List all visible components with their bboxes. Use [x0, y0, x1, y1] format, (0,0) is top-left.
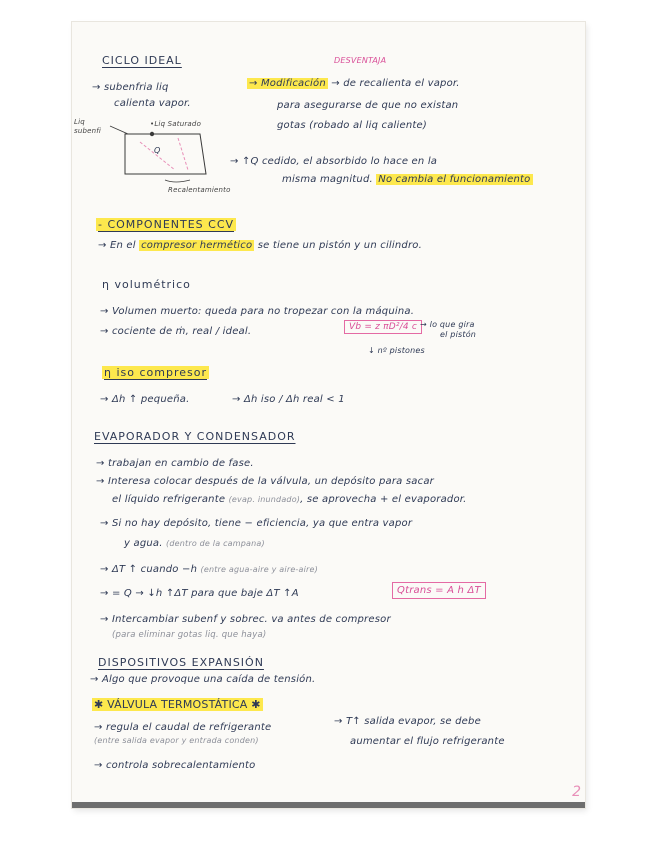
evap-line1: → trabajan en cambio de fase. — [96, 458, 254, 469]
modificacion-line — [247, 78, 460, 89]
section-title-componentes — [96, 218, 236, 231]
volumetrico-line1: → Volumen muerto: queda para no tropezar con la máquina. — [100, 306, 415, 317]
volumetrico-line2: → cociente de ṁ, real / ideal. — [100, 326, 252, 337]
section-title-isocompresor — [102, 366, 209, 379]
valvula-line1: → regula el caudal de refrigerante — [94, 722, 272, 733]
volumetrico-formula: Vb = z πD²/4 c — [344, 320, 422, 334]
evap-line5b: (dentro de la campana) — [166, 539, 265, 548]
evap-formula-box: Qtrans = A h ΔT — [392, 582, 486, 599]
label-liq-saturado: •Liq Saturado — [150, 120, 202, 128]
evap-line4: → Si no hay depósito, tiene − eficiencia, ya que entra vapor — [100, 518, 413, 529]
notebook-page — [72, 22, 585, 808]
section-title-dispositivos: DISPOSITIVOS EXPANSIÓN — [98, 656, 264, 669]
q-line2b: No cambia el funcionamiento — [378, 174, 531, 185]
evap-line3b: (evap. inundado) — [228, 495, 301, 504]
valvula-line3: → controla sobrecalentamiento — [94, 760, 256, 771]
saturated-point — [150, 132, 154, 136]
evap-line7: → = Q → ↓h ↑ΔT para que baje ΔT ↑A — [100, 588, 299, 599]
page-bottom-edge — [72, 802, 585, 808]
valvula-title-text: ✱ VÁLVULA TERMOSTÁTICA ✱ — [94, 698, 261, 711]
evap-line5a: y agua. — [124, 538, 166, 549]
modificacion-line3: gotas (robado al liq caliente) — [277, 120, 427, 131]
valvula-right2: aumentar el flujo refrigerante — [350, 736, 505, 747]
q-line2a: misma magnitud. — [282, 174, 373, 185]
q-line2 — [282, 174, 533, 185]
componentes-line1a: → En el — [98, 240, 140, 251]
label-recalentamiento: Recalentamiento — [168, 186, 231, 194]
evap-line9: (para eliminar gotas liq. que haya) — [112, 630, 267, 640]
evap-line6b: (entre agua-aire y aire-aire) — [200, 565, 318, 574]
formula-right1: → lo que gira — [420, 320, 475, 329]
section-title-volumetrico: η volumétrico — [102, 278, 191, 291]
valvula-line2: (entre salida evapor y entrada conden) — [94, 736, 259, 745]
componentes-title-text: - COMPONENTES CCV — [98, 218, 235, 231]
label-q: Q — [154, 146, 161, 155]
componentes-line1 — [98, 240, 422, 251]
diagram-pointer-line — [110, 126, 128, 134]
modificacion-highlight: → Modificación — [249, 78, 326, 89]
evap-line5 — [124, 538, 265, 549]
desventaja-label: DESVENTAJA — [334, 56, 387, 65]
componentes-line1c: se tiene un pistón y un cilindro. — [254, 240, 422, 251]
section-title-ciclo: CICLO IDEAL — [102, 54, 182, 67]
evap-line2: → Interesa colocar después de la válvula, un depósito para sacar — [96, 476, 434, 487]
formula-right2: el pistón — [440, 330, 477, 339]
isocompresor-line1: → Δh ↑ pequeña. — [100, 394, 190, 405]
evap-line3a: el líquido refrigerante — [112, 494, 229, 505]
diagram-pink-dash-2 — [178, 138, 188, 170]
modificacion-line2: para asegurarse de que no existan — [277, 100, 459, 111]
ciclo-line1: → subenfria liq — [92, 82, 169, 93]
componentes-line1b: compresor hermético — [141, 240, 253, 251]
evap-line3c: , se aprovecha + el evaporador. — [300, 494, 467, 505]
dispositivos-line1: → Algo que provoque una caída de tensión. — [90, 674, 316, 685]
evap-line6a: → ΔT ↑ cuando −h — [100, 564, 201, 575]
evap-line3 — [112, 494, 467, 505]
q-line1: → ↑Q cedido, el absorbido lo hace en la — [230, 156, 438, 167]
formula-note: ↓ nº pistones — [368, 346, 425, 355]
valvula-right1: → T↑ salida evapor, se debe — [334, 716, 481, 727]
ciclo-line2: calienta vapor. — [114, 98, 191, 109]
section-title-valvula — [92, 698, 263, 711]
evap-line8: → Intercambiar subenf y sobrec. va antes de compresor — [100, 614, 391, 625]
evap-line6 — [100, 564, 318, 575]
page-number: 2 — [572, 784, 581, 800]
modificacion-rest: → de recalienta el vapor. — [327, 78, 460, 89]
isocompresor-formula: → Δh iso / Δh real < 1 — [232, 394, 345, 405]
recal-brace — [165, 180, 190, 182]
diagram-outline — [125, 134, 206, 174]
section-title-evaporador: EVAPORADOR Y CONDENSADOR — [94, 430, 296, 443]
label-liq-subenfriado: Liq subenfi — [74, 118, 102, 135]
isocompresor-title-text: η iso compresor — [104, 366, 207, 379]
